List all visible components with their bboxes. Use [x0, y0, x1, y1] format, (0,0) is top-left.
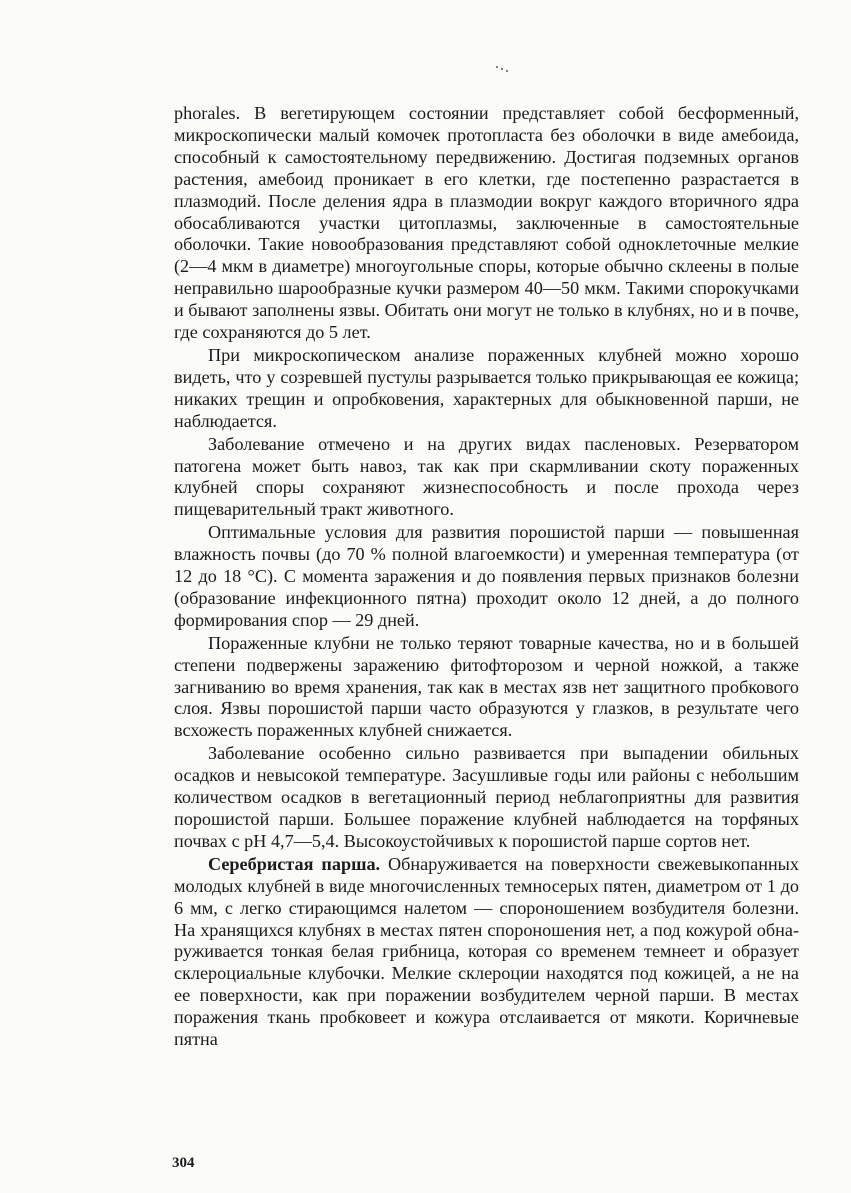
- page-number: 304: [172, 1155, 195, 1171]
- body-text: [174, 103, 799, 1051]
- paragraph-disease-development: Заболевание особенно сильно развивается при выпадении обильных осадков и невысокой температуре. Засушливые годы или районы с небольшим количеством осадков в вегетационный период неблагоприятны для развития порошистой парши. Большее поражение клубней наблюдается на торфяных почвах с pH 4,7—5,4. Высокоустойчивых к порошистой парше сортов нет.: [174, 743, 799, 851]
- paragraph-affected-tubers: Пораженные клубни не только теряют товарные качества, но и в большей степени подвержены заражению фитофторозом и черной ножкой, а также загниванию во время хранения, так как в местах язв нет защитного пробкового слоя. Язвы порошистой парши часто образуются у глазков, в результате чего всхожесть пораженных клубней снижается.: [174, 632, 799, 741]
- paragraph-solanaceae: Заболевание отмечено и на других видах пасленовых. Резерватором патогена может быть навоз, так как при скармливании скоту пораженных клубней споры сохраняют жизнеспособность и после прохода через пищеварительный тракт животного.: [174, 433, 799, 520]
- print-speck: [496, 66, 510, 72]
- paragraph-silver-scurf: [174, 854, 799, 1051]
- paragraph-silver-scurf-text: Обнаруживается на поверхности свежевыкопанных молодых клубней в виде многочисленных темносерых пятен, диаметром от 1 до 6 мм, с легко стирающимся налетом — спороношением возбудителя болезни. На хранящихся клубнях в местах пятен спороношения нет, а под кожурой обнаруживается тонкая белая грибница, которая со временем темнеет и образует склероциальные клубочки. Мелкие склероции находятся под кожицей, а не на ее поверхности, как при поражении возбудителем черной парши. В местах поражения ткань пробковеет и кожура отслаивается от мякоти. Коричневые пятна: [174, 853, 799, 1050]
- run-in-heading: Серебристая парша.: [208, 853, 381, 874]
- paragraph-optimal-conditions: Оптимальные условия для развития порошистой парши — повышенная влажность почвы (до 70 % полной влагоемкости) и умеренная температура (от 12 до 18 °С). С момента заражения и до появления первых признаков болезни (образование инфекционного пятна) проходит около 12 дней, а до полного формирования спор — 29 дней.: [174, 522, 799, 630]
- paragraph-microscopic-analysis: При микроскопическом анализе пораженных клубней можно хорошо видеть, что у созревшей пустулы разрывается только прикрывающая ее кожица; никаких трещин и опробковения, характерных для обыкновенной парши, не наблюдается.: [174, 344, 799, 431]
- paragraph-continuation: phorales. В вегетирующем состоянии представляет собой бесформенный, микроскопически малый комочек протопласта без оболочки в виде амебоида, способный к самостоятельному передвижению. Достигая подземных органов растения, амебоид проникает в его клетки, где постепенно разрастается в плазмодий. После деления ядра в плазмодии вокруг каждого вторичного ядра обосабливаются участки цитоплазмы, заключенные в самостоятельные оболочки. Такие новообразования представляют собой одноклеточные мелкие (2—4 мкм в диаметре) многоугольные споры, которые обычно склеены в полые неправильно шарообразные кучки размером 40—50 мкм. Такими спорокучками и бывают заполнены язвы. Обитать они могут не только в клубнях, но и в почве, где сохраняются до 5 лет.: [174, 103, 799, 343]
